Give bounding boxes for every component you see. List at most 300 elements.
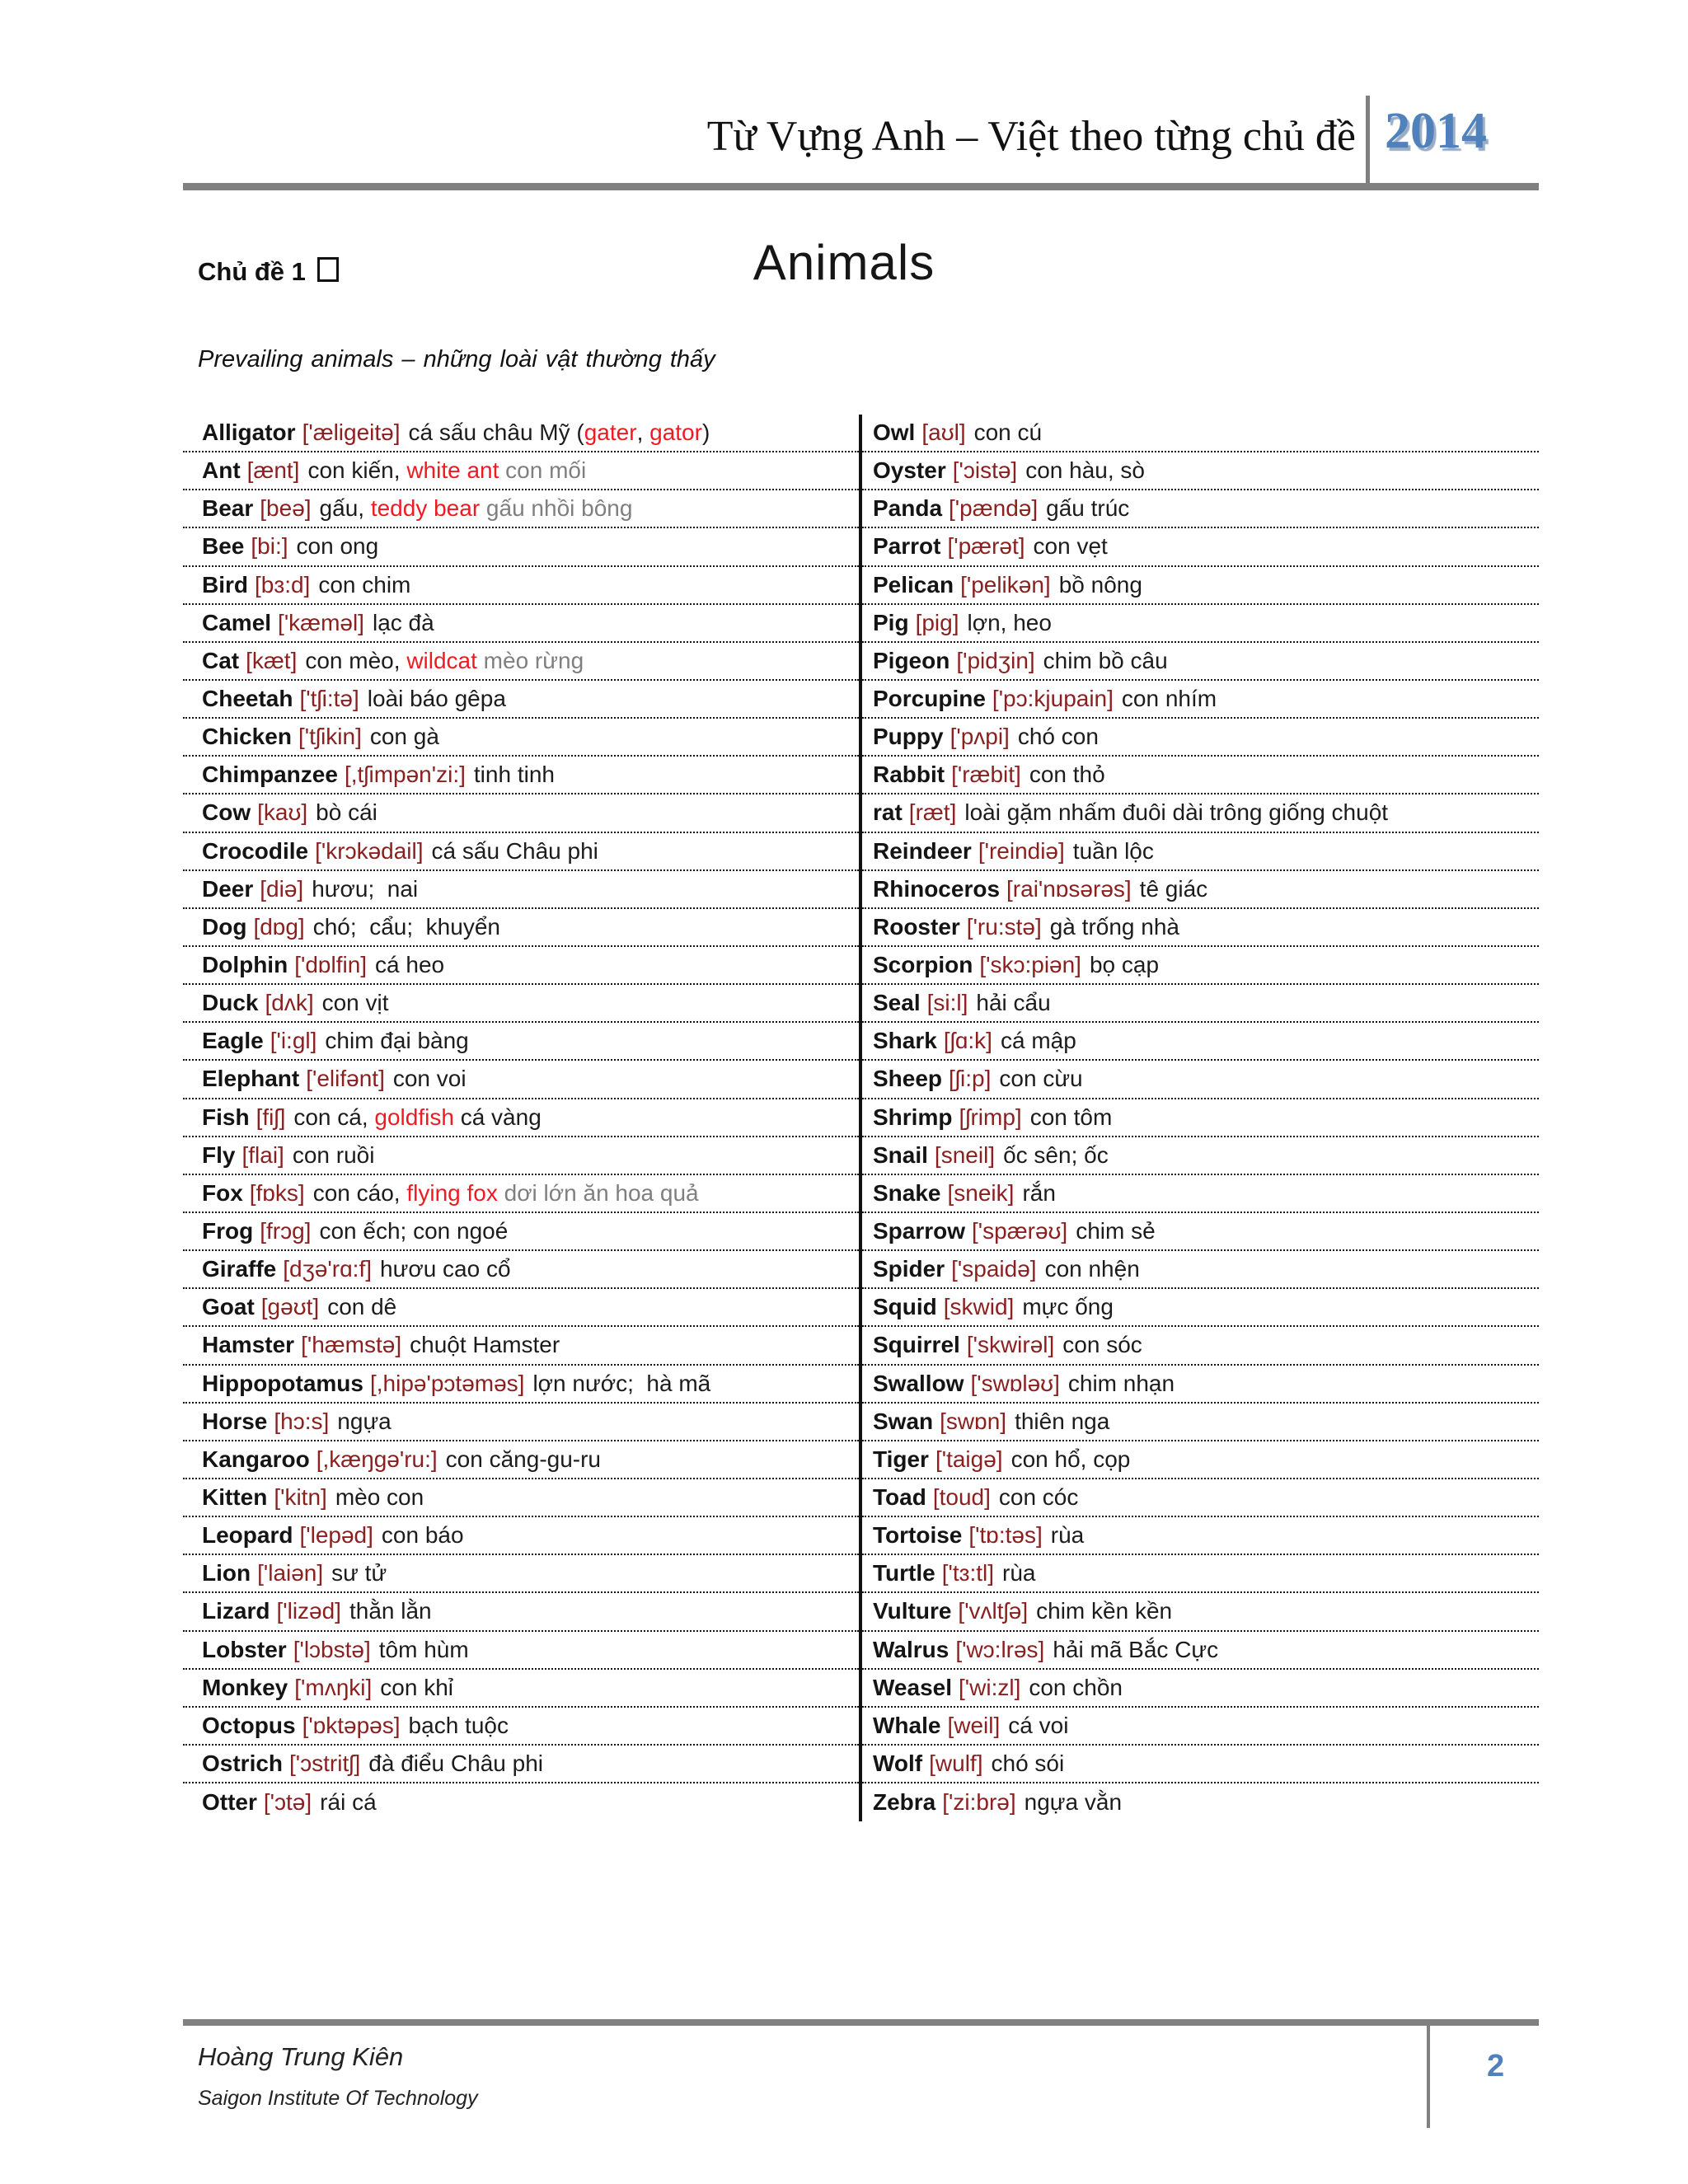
entry-word: Squirrel	[873, 1332, 960, 1358]
entry-word: Ostrich	[202, 1750, 284, 1776]
entry-word: Dog	[202, 913, 247, 940]
vocab-row	[183, 1251, 859, 1289]
vocab-row	[183, 1517, 859, 1555]
entry-phonetic: [bɜ:d]	[255, 571, 311, 598]
vocab-row	[862, 1479, 1539, 1517]
entry-text: con cá,	[293, 1104, 375, 1130]
entry-phonetic: ['pændə]	[949, 495, 1039, 522]
vocab-row	[183, 1175, 859, 1213]
entry-text: cá sấu Châu phi	[431, 837, 598, 864]
entry-word: Hamster	[202, 1332, 295, 1358]
entry-phonetic: ['pelikən]	[960, 571, 1051, 598]
entry-phonetic: [si:l]	[926, 990, 968, 1016]
entry-word: Spider	[873, 1256, 945, 1282]
entry-word: Sparrow	[873, 1218, 966, 1244]
vocab-row	[862, 833, 1539, 871]
entry-text: hươu cao cổ	[380, 1256, 511, 1282]
entry-word: Walrus	[873, 1636, 950, 1662]
entry-text: con ếch; con ngoé	[319, 1218, 509, 1244]
entry-text: hươu; nai	[312, 875, 419, 902]
entry-phonetic: ['i:gl]	[270, 1028, 317, 1054]
vocab-row	[862, 1708, 1539, 1746]
document-year: 2014	[1385, 103, 1487, 159]
entry-text: con báo	[381, 1522, 464, 1549]
entry-word: Snake	[873, 1179, 941, 1206]
entry-text: )	[701, 419, 710, 446]
entry-text: con cú	[973, 419, 1043, 446]
entry-phonetic: ['reindiə]	[978, 837, 1065, 864]
vocab-row	[862, 794, 1539, 832]
entry-text: cá heo	[375, 952, 445, 978]
entry-phonetic: ['zi:brə]	[942, 1789, 1016, 1816]
vocab-row	[183, 452, 859, 490]
entry-word: Leopard	[202, 1522, 293, 1549]
entry-text: con khỉ	[380, 1674, 453, 1700]
entry-phonetic: [kæt]	[246, 647, 298, 673]
entry-word: Hippopotamus	[202, 1370, 363, 1396]
entry-phonetic: [,tʃimpən'zi:]	[344, 762, 466, 788]
entry-phonetic: [ræt]	[908, 799, 957, 826]
entry-phonetic: [flai]	[241, 1141, 284, 1168]
vocab-row	[183, 1023, 859, 1061]
entry-phonetic: ['ɔtə]	[263, 1789, 312, 1816]
vocab-row	[862, 719, 1539, 757]
entry-text: rùa	[1050, 1522, 1085, 1549]
vocab-row	[862, 681, 1539, 719]
entry-phonetic: [dɒg]	[253, 913, 305, 940]
entry-word: Scorpion	[873, 952, 973, 978]
vocab-row	[862, 1783, 1539, 1821]
vocab-row	[862, 1289, 1539, 1327]
vocab-row	[862, 947, 1539, 985]
entry-phonetic: ['ɒktəpəs]	[302, 1712, 401, 1738]
entry-word: Lizard	[202, 1598, 270, 1624]
vocab-row	[862, 757, 1539, 794]
entry-text: gà trống nhà	[1049, 913, 1179, 940]
entry-word: Elephant	[202, 1066, 300, 1092]
entry-phonetic: ['vʌltʃə]	[958, 1598, 1029, 1624]
entry-text: chim nhạn	[1067, 1370, 1175, 1396]
entry-word: Owl	[873, 419, 916, 446]
entry-highlight: teddy bear	[370, 495, 481, 522]
vocab-row	[862, 1251, 1539, 1289]
entry-phonetic: [aʊl]	[921, 419, 966, 446]
vocab-row	[183, 681, 859, 719]
entry-word: Giraffe	[202, 1256, 277, 1282]
entry-phonetic: [skwid]	[943, 1294, 1015, 1320]
entry-text: con cáo,	[312, 1179, 407, 1206]
vocab-row	[183, 643, 859, 681]
entry-phonetic: [ʃɑ:k]	[943, 1028, 992, 1054]
vocab-row	[183, 1404, 859, 1441]
entry-word: Duck	[202, 990, 259, 1016]
vocab-row	[183, 757, 859, 794]
entry-phonetic: ['lɔbstə]	[293, 1636, 371, 1662]
entry-word: Eagle	[202, 1028, 264, 1054]
entry-phonetic: ['tɒ:təs]	[968, 1522, 1043, 1549]
entry-word: Squid	[873, 1294, 937, 1320]
entry-text: chim đại bàng	[325, 1028, 469, 1054]
entry-phonetic: ['tʃikin]	[298, 724, 362, 750]
entry-phonetic: ['kitn]	[274, 1484, 327, 1510]
entry-word: Otter	[202, 1789, 257, 1816]
entry-phonetic: ['ɔstritʃ]	[289, 1750, 361, 1776]
vocab-row	[862, 1593, 1539, 1631]
entry-phonetic: [fiʃ]	[256, 1104, 286, 1130]
entry-word: Toad	[873, 1484, 926, 1510]
vocab-row	[183, 1099, 859, 1137]
entry-word: Shark	[873, 1028, 937, 1054]
entry-text: bạch tuộc	[408, 1712, 509, 1738]
entry-phonetic: ['pʌpi]	[950, 724, 1010, 750]
entry-phonetic: [pig]	[915, 609, 959, 635]
vocab-row	[862, 1099, 1539, 1137]
title-divider-bar	[1366, 96, 1370, 185]
entry-word: Kitten	[202, 1484, 268, 1510]
entry-text: bồ nông	[1058, 571, 1142, 598]
entry-word: Swan	[873, 1408, 934, 1434]
header-rule	[183, 183, 1539, 190]
page-number: 2	[1487, 2049, 1505, 2083]
vocab-row	[183, 1783, 859, 1821]
entry-text: con voi	[392, 1066, 467, 1092]
entry-phonetic: [wulf]	[929, 1750, 983, 1776]
vocab-row	[183, 1137, 859, 1175]
entry-word: Rooster	[873, 913, 960, 940]
entry-word: Fox	[202, 1179, 243, 1206]
entry-text: con thỏ	[1029, 762, 1105, 788]
entry-word: Puppy	[873, 724, 944, 750]
entry-text: chuột Hamster	[410, 1332, 560, 1358]
entry-phonetic: [ʃi:p]	[949, 1066, 992, 1092]
entry-word: Lion	[202, 1560, 251, 1586]
vocab-row	[862, 1555, 1539, 1593]
entry-text: hải cẩu	[976, 990, 1051, 1016]
entry-phonetic: ['mʌŋki]	[294, 1674, 373, 1700]
entry-phonetic: ['hæmstə]	[301, 1332, 402, 1358]
vocab-row	[862, 871, 1539, 909]
entry-phonetic: ['lizəd]	[276, 1598, 341, 1624]
entry-word: Crocodile	[202, 837, 309, 864]
vocab-row	[183, 794, 859, 832]
vocab-row	[183, 871, 859, 909]
entry-word: Panda	[873, 495, 943, 522]
vocab-row	[862, 490, 1539, 528]
entry-note: dơi lớn ăn hoa quả	[497, 1179, 699, 1206]
entry-word: Tiger	[873, 1446, 929, 1472]
entry-text: cá voi	[1008, 1712, 1069, 1738]
entry-text: tuần lộc	[1072, 837, 1154, 864]
vocab-row	[183, 1479, 859, 1517]
entry-phonetic: ['dɒlfin]	[294, 952, 368, 978]
entry-text: ngựa vằn	[1024, 1789, 1123, 1816]
entry-text: chim kền kền	[1036, 1598, 1173, 1624]
entry-note: gấu nhồi bông	[480, 495, 633, 522]
entry-word: Bird	[202, 571, 248, 598]
entry-word: Porcupine	[873, 686, 986, 712]
entry-phonetic: [,kæŋgə'ru:]	[316, 1446, 438, 1472]
entry-note: con mối	[499, 457, 587, 484]
vocab-row	[183, 909, 859, 947]
entry-phonetic: ['wi:zl]	[959, 1674, 1021, 1700]
section-label-text: Chủ đề 1	[198, 257, 306, 286]
entry-text: lợn, heo	[967, 609, 1052, 635]
vocab-row	[183, 985, 859, 1023]
entry-phonetic: ['æligeitə]	[302, 419, 401, 446]
entry-text: mèo con	[335, 1484, 424, 1510]
entry-text: con vịt	[321, 990, 389, 1016]
vocab-row	[183, 1632, 859, 1670]
entry-text: con ong	[296, 533, 379, 560]
entry-highlight: goldfish	[374, 1104, 454, 1130]
entry-text: chim sẻ	[1076, 1218, 1156, 1244]
entry-word: Wolf	[873, 1750, 923, 1776]
entry-phonetic: [beə]	[260, 495, 312, 522]
vocab-row	[183, 1555, 859, 1593]
entry-word: Snail	[873, 1141, 928, 1168]
entry-text: con vẹt	[1033, 533, 1108, 560]
entry-word: Chicken	[202, 724, 292, 750]
entry-word: Cat	[202, 647, 240, 673]
entry-word: Whale	[873, 1712, 941, 1738]
entry-phonetic: ['ru:stə]	[966, 913, 1042, 940]
entry-text: gấu trúc	[1046, 495, 1130, 522]
entry-text: ,	[636, 419, 650, 446]
entry-word: Dolphin	[202, 952, 288, 978]
entry-word: Zebra	[873, 1789, 936, 1816]
entry-text: chó; cẩu; khuyển	[312, 913, 500, 940]
entry-word: Ant	[202, 457, 241, 484]
vocab-row	[183, 1670, 859, 1708]
entry-phonetic: [dʌk]	[265, 990, 314, 1016]
entry-word: Cheetah	[202, 686, 293, 712]
vocab-row	[862, 909, 1539, 947]
entry-text: con chim	[318, 571, 411, 598]
vocab-row	[862, 1023, 1539, 1061]
vocab-row	[862, 1137, 1539, 1175]
vocab-row	[862, 1670, 1539, 1708]
entry-text: mực ống	[1022, 1294, 1114, 1320]
entry-highlight: wildcat	[406, 647, 477, 673]
entry-text: rắn	[1022, 1179, 1056, 1206]
entry-phonetic: [ʃrimp]	[959, 1104, 1022, 1130]
entry-phonetic: [weil]	[947, 1712, 1001, 1738]
entry-phonetic: [rai'nɒsərəs]	[1006, 875, 1132, 902]
entry-text: sư tử	[331, 1560, 387, 1586]
entry-word: rat	[873, 799, 903, 826]
entry-text: tinh tinh	[473, 762, 555, 788]
entry-word: Reindeer	[873, 837, 972, 864]
entry-word: Horse	[202, 1408, 268, 1434]
entry-text: chó sói	[991, 1750, 1065, 1776]
entry-phonetic: ['pɔ:kjupain]	[992, 686, 1114, 712]
vocab-row	[862, 1366, 1539, 1404]
entry-word: Weasel	[873, 1674, 952, 1700]
entry-word: Pig	[873, 609, 909, 635]
entry-phonetic: [hɔ:s]	[274, 1408, 330, 1434]
entry-phonetic: [sneil]	[934, 1141, 996, 1168]
entry-phonetic: ['spaidə]	[951, 1256, 1037, 1282]
vocab-table	[183, 415, 1539, 1821]
entry-phonetic: ['skwirəl]	[966, 1332, 1055, 1358]
vocab-row	[862, 567, 1539, 605]
entry-word: Chimpanzee	[202, 762, 338, 788]
entry-text: con nhím	[1121, 686, 1217, 712]
entry-word: Swallow	[873, 1370, 964, 1396]
entry-phonetic: ['ɔistə]	[952, 457, 1018, 484]
entry-text: cá vàng	[453, 1104, 542, 1130]
entry-text: loài gặm nhấm đuôi dài trông giống chuột	[964, 799, 1389, 826]
entry-word: Deer	[202, 875, 254, 902]
vocab-row	[183, 567, 859, 605]
vocab-row	[183, 415, 859, 452]
entry-word: Camel	[202, 609, 272, 635]
entry-text: tôm hùm	[378, 1636, 469, 1662]
entry-text: chó con	[1017, 724, 1099, 750]
entry-text: hải mã Bắc Cực	[1053, 1636, 1219, 1662]
vocab-row	[183, 1327, 859, 1365]
entry-word: Fish	[202, 1104, 250, 1130]
entry-word: Pigeon	[873, 647, 950, 673]
entry-word: Fly	[202, 1141, 236, 1168]
entry-text: con ruồi	[292, 1141, 375, 1168]
vocab-row	[862, 1175, 1539, 1213]
entry-text: thằn lằn	[349, 1598, 432, 1624]
entry-word: Pelican	[873, 571, 954, 598]
entry-word: Octopus	[202, 1712, 296, 1738]
entry-phonetic: ['pidʒin]	[956, 647, 1035, 673]
vocab-row	[862, 1213, 1539, 1251]
entry-text: ốc sên; ốc	[1003, 1141, 1109, 1168]
entry-word: Kangaroo	[202, 1446, 310, 1472]
entry-text: đà điểu Châu phi	[368, 1750, 543, 1776]
entry-highlight: gater	[584, 419, 637, 446]
entry-phonetic: [fɒks]	[249, 1179, 305, 1206]
entry-text: con sóc	[1062, 1332, 1142, 1358]
entry-text: con mèo,	[305, 647, 407, 673]
entry-word: Vulture	[873, 1598, 952, 1624]
entry-highlight: white ant	[406, 457, 499, 484]
entry-note: mèo rừng	[476, 647, 584, 673]
entry-word: Oyster	[873, 457, 946, 484]
entry-highlight: flying fox	[406, 1179, 498, 1206]
entry-word: Monkey	[202, 1674, 288, 1700]
entry-phonetic: [dʒə'rɑ:f]	[283, 1256, 373, 1282]
entry-highlight: gator	[649, 419, 702, 446]
vocab-row	[183, 947, 859, 985]
entry-word: Lobster	[202, 1636, 287, 1662]
entry-text: con chồn	[1029, 1674, 1123, 1700]
vocab-row	[862, 643, 1539, 681]
entry-word: Turtle	[873, 1560, 935, 1586]
vocab-row	[862, 1632, 1539, 1670]
entry-word: Bee	[202, 533, 245, 560]
entry-word: Bear	[202, 495, 254, 522]
entry-phonetic: ['krɔkədail]	[315, 837, 424, 864]
entry-phonetic: ['kæməl]	[278, 609, 364, 635]
entry-phonetic: ['spærəʊ]	[972, 1218, 1068, 1244]
vocab-row	[183, 719, 859, 757]
entry-word: Rabbit	[873, 762, 945, 788]
entry-word: Tortoise	[873, 1522, 963, 1549]
entry-phonetic: [diə]	[260, 875, 304, 902]
entry-phonetic: ['tɜ:tl]	[941, 1560, 995, 1586]
entry-phonetic: [gəʊt]	[260, 1294, 320, 1320]
entry-text: con hàu, sò	[1025, 457, 1145, 484]
entry-phonetic: ['taigə]	[935, 1446, 1003, 1472]
entry-phonetic: [kaʊ]	[257, 799, 308, 826]
entry-text: con gà	[369, 724, 439, 750]
entry-text: con tôm	[1029, 1104, 1113, 1130]
entry-word: Cow	[202, 799, 251, 826]
vocab-row	[862, 1327, 1539, 1365]
entry-text: chim bồ câu	[1043, 647, 1168, 673]
entry-text: bọ cạp	[1089, 952, 1160, 978]
entry-word: Rhinoceros	[873, 875, 1001, 902]
vocab-row	[183, 490, 859, 528]
entry-phonetic: [frɔg]	[260, 1218, 312, 1244]
document-title: Từ Vựng Anh – Việt theo từng chủ đề	[706, 113, 1356, 160]
footer-rule	[183, 2019, 1539, 2026]
entry-text: con kiến,	[307, 457, 407, 484]
vocab-row	[862, 985, 1539, 1023]
footer-divider-bar	[1427, 2019, 1430, 2128]
vocab-row	[862, 452, 1539, 490]
entry-phonetic: [,hipə'pɔtəməs]	[370, 1370, 525, 1396]
vocab-column-left	[183, 415, 859, 1821]
entry-word: Alligator	[202, 419, 296, 446]
entry-text: cá mập	[1000, 1028, 1076, 1054]
footer-author: Hoàng Trung Kiên	[198, 2042, 404, 2071]
entry-text: ngựa	[337, 1408, 392, 1434]
entry-text: cá sấu châu Mỹ (	[408, 419, 584, 446]
vocab-row	[183, 1289, 859, 1327]
entry-phonetic: ['elifənt]	[306, 1066, 385, 1092]
entry-phonetic: [sneik]	[947, 1179, 1015, 1206]
entry-word: Parrot	[873, 533, 941, 560]
entry-text: con nhện	[1044, 1256, 1140, 1282]
footer-organization: Saigon Institute Of Technology	[198, 2087, 478, 2110]
entry-phonetic: ['lepəd]	[299, 1522, 373, 1549]
entry-text: con căng-gu-ru	[445, 1446, 602, 1472]
entry-phonetic: ['pærət]	[947, 533, 1025, 560]
entry-text: con cừu	[999, 1066, 1083, 1092]
vocab-column-right	[859, 415, 1539, 1821]
vocab-row	[183, 528, 859, 566]
vocab-row	[862, 1404, 1539, 1441]
vocab-row	[183, 1746, 859, 1783]
vocab-row	[183, 1441, 859, 1479]
vocab-row	[862, 415, 1539, 452]
entry-phonetic: ['wɔ:lrəs]	[955, 1636, 1045, 1662]
entry-phonetic: [bi:]	[251, 533, 288, 560]
entry-text: con hổ, cọp	[1010, 1446, 1131, 1472]
vocab-row	[183, 1708, 859, 1746]
entry-word: Goat	[202, 1294, 255, 1320]
vocab-row	[183, 1213, 859, 1251]
vocab-row	[862, 528, 1539, 566]
vocab-row	[862, 1061, 1539, 1099]
entry-word: Seal	[873, 990, 921, 1016]
vocab-row	[183, 1366, 859, 1404]
vocab-row	[183, 1593, 859, 1631]
entry-text: bò cái	[316, 799, 377, 826]
entry-phonetic: ['swɒləʊ]	[970, 1370, 1060, 1396]
entry-text: gấu,	[319, 495, 371, 522]
entry-phonetic: ['laiən]	[257, 1560, 324, 1586]
entry-text: rái cá	[320, 1789, 377, 1816]
entry-phonetic: ['tʃi:tə]	[299, 686, 359, 712]
